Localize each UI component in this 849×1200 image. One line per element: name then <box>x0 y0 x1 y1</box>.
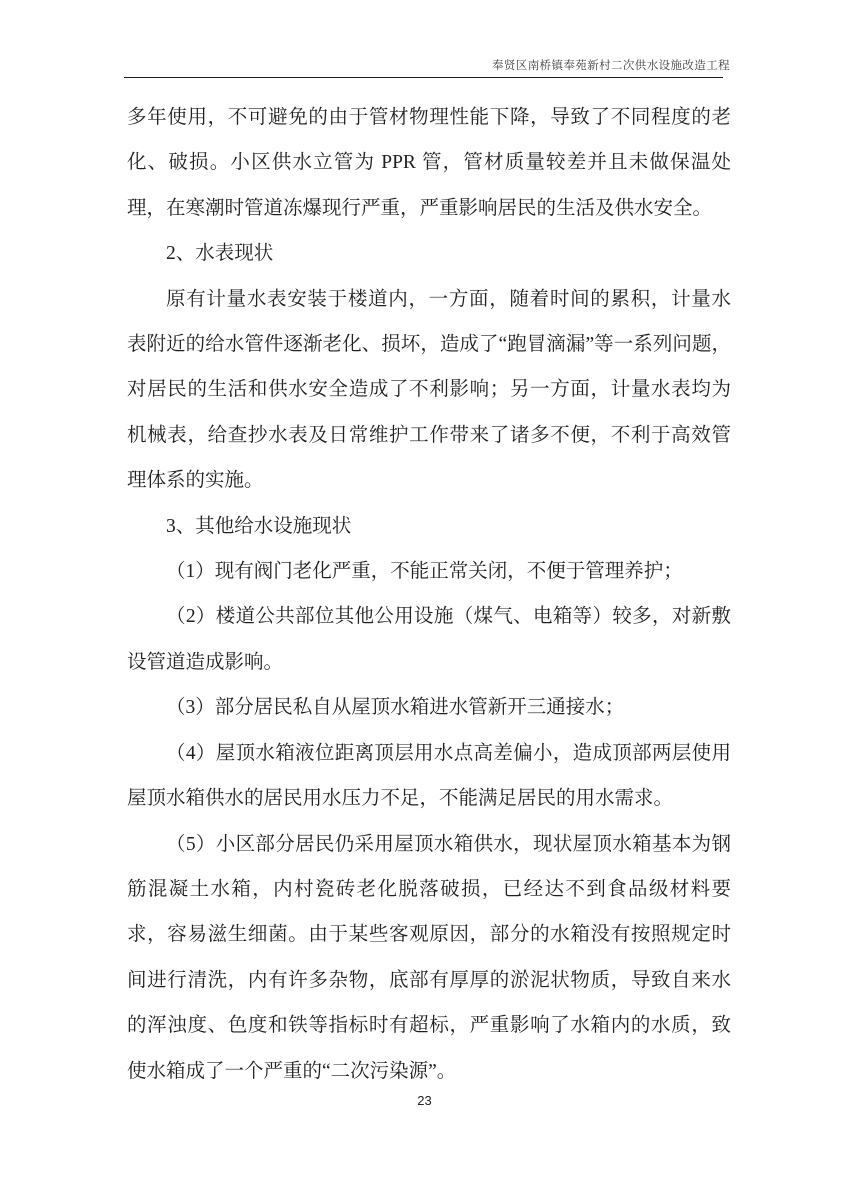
paragraph: 3、其他给水设施现状 <box>166 515 352 537</box>
paragraph: （4）屋顶水箱液位距离顶层用水点高差偏小，造成顶部两层使用屋顶水箱供水的居民用水压力不足，不能满足居民的用水需求。 <box>127 742 731 810</box>
page-header-title: 奉贤区南桥镇奉苑新村二次供水设施改造工程 <box>492 60 730 72</box>
paragraph: （2）楼道公共部位其他公用设施（煤气、电箱等）较多，对新敷设管道造成影响。 <box>127 606 731 673</box>
document-body <box>127 95 731 1094</box>
paragraph: （3）部分居民私自从屋顶水箱进水管新开三通接水； <box>166 697 625 719</box>
paragraph: 原有计量水表安装于楼道内，一方面，随着时间的累积，计量水表附近的给水管件逐渐老化、损坏，造成了“跑冒滴漏”等一系列问题，对居民的生活和供水安全造成了不利影响；另一方面，计量水表均为机械表，给查抄水表及日常维护工作带来了诸多不便，不利于高效管理体系的实施。 <box>127 288 731 492</box>
header-rule <box>124 77 723 78</box>
paragraph: 2、水表现状 <box>166 243 274 265</box>
paragraph: （5）小区部分居民仍采用屋顶水箱供水，现状屋顶水箱基本为钢筋混凝土水箱，内村瓷砖老化脱落破损，已经达不到食品级材料要求，容易滋生细菌。由于某些客观原因，部分的水箱没有按照规定时间进行清洗，内有许多杂物，底部有厚厚的淤泥状物质，导致自来水的浑浊度、色度和铁等指标时有超标，严重影响了水箱内的水质，致使水箱成了一个严重的“二次污染源”。 <box>127 833 731 1082</box>
paragraph: 多年使用，不可避免的由于管材物理性能下降，导致了不同程度的老化、破损。小区供水立管为 PPR 管，管材质量较差并且未做保温处理，在寒潮时管道冻爆现行严重，严重影响居民的生活及供水安全。 <box>127 107 731 219</box>
footer-page-number: 23 <box>417 1093 432 1108</box>
paragraph: （1）现有阀门老化严重，不能正常关闭，不便于管理养护； <box>166 561 683 583</box>
